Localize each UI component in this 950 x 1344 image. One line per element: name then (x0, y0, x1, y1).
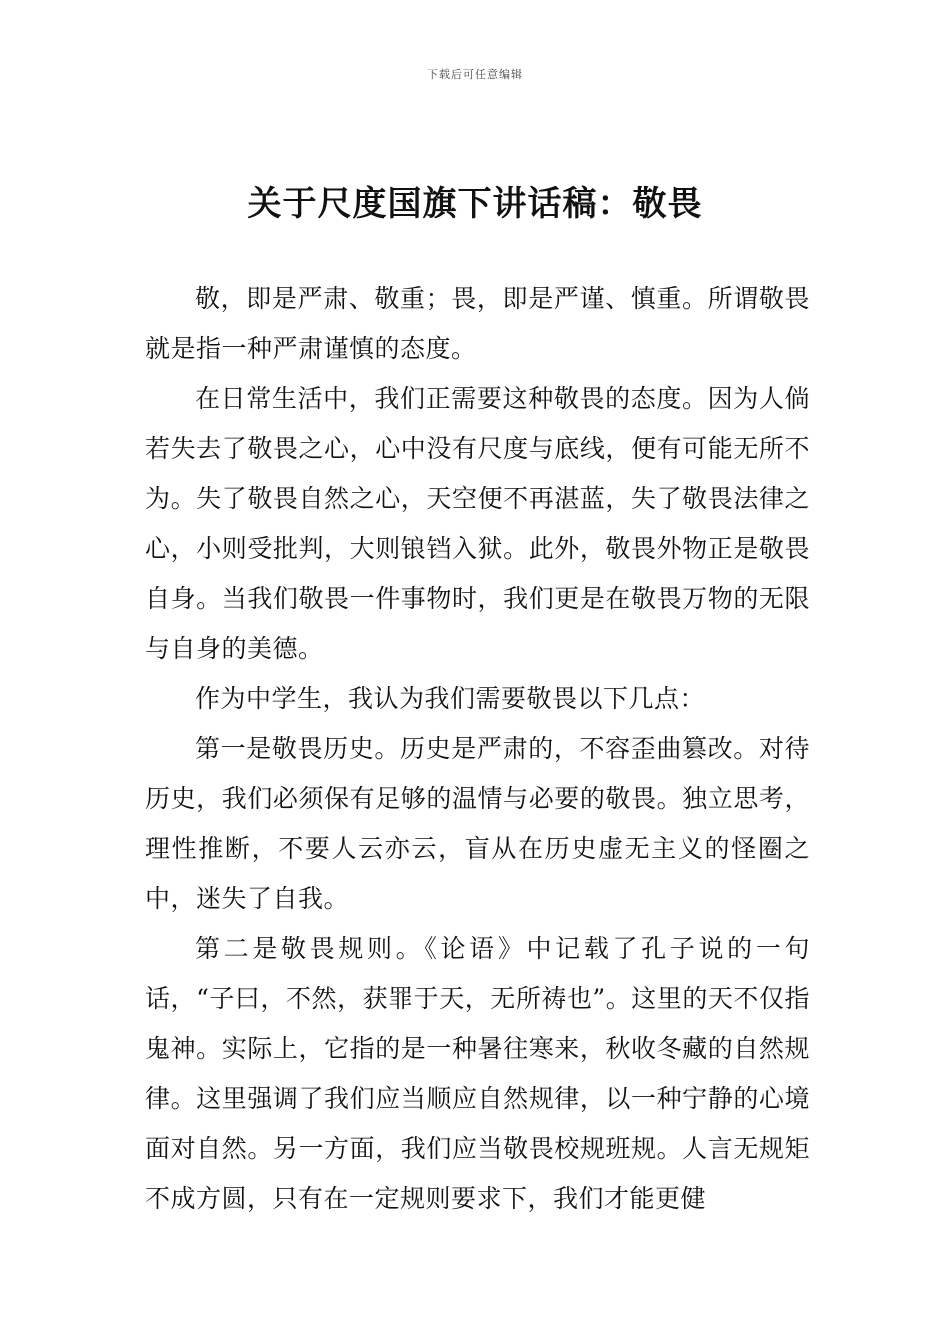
document-title: 关于尺度国旗下讲话稿：敬畏 (247, 184, 703, 224)
paragraph-daily-life: 在日常生活中，我们正需要这种敬畏的态度。因为人倘若失去了敬畏之心，心中没有尺度与底线，便有可能无所不为。失了敬畏自然之心，天空便不再湛蓝，失了敬畏法律之心，小则受批判，大则锒铛入狱。此外，敬畏外物正是敬畏自身。当我们敬畏一件事物时，我们更是在敬畏万物的无限与自身的美德。 (145, 384, 810, 663)
paragraph-point-history: 第一是敬畏历史。历史是严肃的，不容歪曲篡改。对待历史，我们必须保有足够的温情与必要的敬畏。独立思考，理性推断，不要人云亦云，盲从在历史虚无主义的怪圈之中，迷失了自我。 (145, 734, 810, 913)
paragraph-definition: 敬，即是严肃、敬重；畏，即是严谨、慎重。所谓敬畏就是指一种严肃谨慎的态度。 (145, 284, 810, 363)
paragraph-point-rules: 第二是敬畏规则。《论语》中记载了孔子说的一句话，“子曰，不然，获罪于天，无所祷也”。这里的天不仅指鬼神。实际上，它指的是一种暑往寒来，秋收冬藏的自然规律。这里强调了我们应当顺应自然规律，以一种宁静的心境面对自然。另一方面，我们应当敬畏校规班规。人言无规矩不成方圆，只有在一定规则要求下，我们才能更健 (145, 934, 810, 1213)
paragraph-intro-points: 作为中学生，我认为我们需要敬畏以下几点： (195, 684, 706, 713)
page-header-note: 下载后可任意编辑 (427, 68, 523, 81)
document-body (145, 274, 810, 1224)
